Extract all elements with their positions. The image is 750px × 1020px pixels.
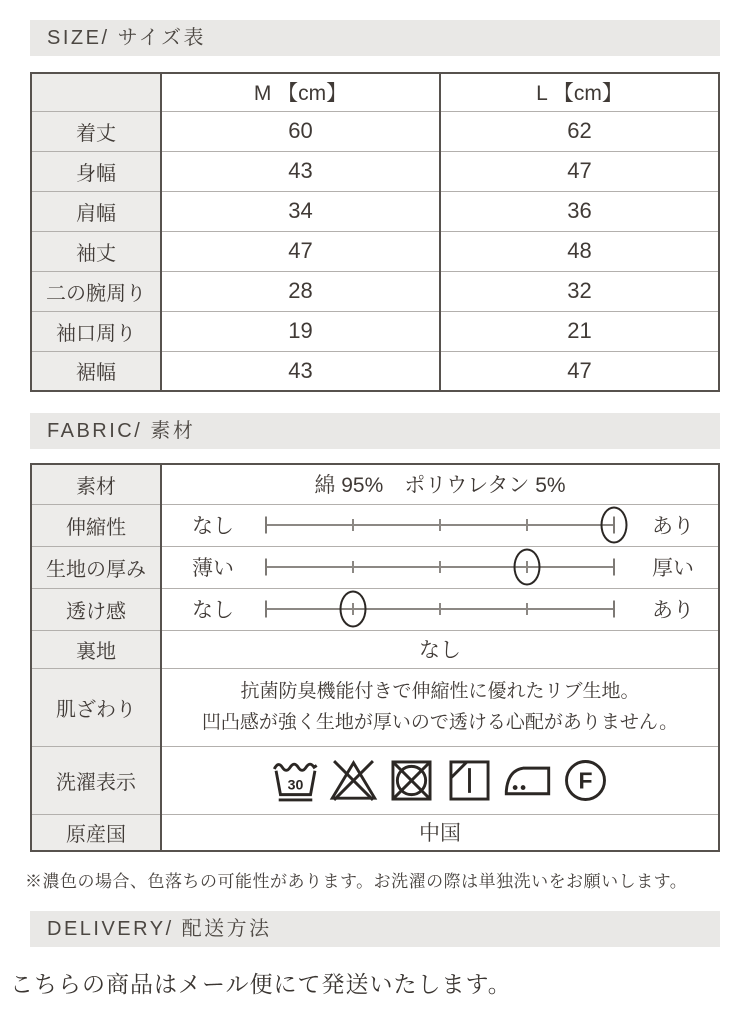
row-label: 透け感	[31, 588, 161, 630]
no-tumble-dry-icon	[385, 754, 438, 807]
size-value-m: 19	[161, 311, 440, 351]
delivery-text: こちらの商品はメール便にて発送いたします。	[10, 971, 512, 997]
row-label: 裏地	[31, 630, 161, 668]
size-value-l: 62	[440, 111, 719, 151]
table-row	[31, 111, 719, 151]
size-value-m: 34	[161, 191, 440, 231]
size-value-l: 48	[440, 231, 719, 271]
scale-tick	[265, 517, 267, 534]
fabric-row-sheerness	[31, 588, 719, 630]
scale-tick	[526, 519, 528, 531]
scale-tick	[265, 559, 267, 576]
row-label: 素材	[31, 464, 161, 504]
size-value-m: 28	[161, 271, 440, 311]
scale-left-label: なし	[192, 515, 234, 538]
row-label: 袖口周り	[31, 311, 161, 351]
scale-tick	[265, 601, 267, 618]
wash-30-gentle-icon	[269, 754, 322, 807]
scale-marker-circle	[514, 549, 541, 586]
scale-track	[266, 589, 614, 630]
size-table-corner-cell	[31, 73, 161, 111]
iron-medium-icon	[501, 754, 554, 807]
svg-text:30: 30	[287, 775, 303, 792]
scale-track	[266, 505, 614, 546]
material-value: 綿 95% ポリウレタン 5%	[161, 464, 719, 504]
fabric-table	[30, 463, 720, 852]
fabric-row-care	[31, 746, 719, 814]
size-value-l: 47	[440, 351, 719, 391]
fabric-row-material	[31, 464, 719, 504]
care-symbols-cell	[161, 746, 719, 814]
scale-right-label: あり	[652, 515, 694, 538]
stretch-scale	[162, 505, 718, 546]
table-row	[31, 231, 719, 271]
texture-description	[161, 668, 719, 746]
scale-tick	[439, 519, 441, 531]
row-label: 原産国	[31, 814, 161, 851]
fabric-section-heading: FABRIC/ 素材	[30, 413, 720, 449]
size-section-heading: SIZE/ サイズ表	[30, 20, 720, 56]
fabric-row-origin	[31, 814, 719, 851]
fabric-row-stretch	[31, 504, 719, 546]
table-row	[31, 271, 719, 311]
scale-right-label: 厚い	[652, 557, 694, 580]
row-label: 肩幅	[31, 191, 161, 231]
row-label: 裾幅	[31, 351, 161, 391]
table-row	[31, 351, 719, 391]
scale-right-label: あり	[652, 599, 694, 622]
texture-line-1: 抗菌防臭機能付きで伸縮性に優れたリブ生地。	[240, 681, 640, 702]
size-value-l: 32	[440, 271, 719, 311]
line-dry-shade-icon	[443, 754, 496, 807]
size-table-header-row	[31, 73, 719, 111]
scale-tick	[352, 519, 354, 531]
scale-track	[266, 547, 614, 588]
thickness-scale-cell	[161, 546, 719, 588]
scale-left-label: なし	[192, 599, 234, 622]
fabric-row-lining	[31, 630, 719, 668]
wash-note: ※濃色の場合、色落ちの可能性があります。お洗濯の際は単独洗いをお願いします。	[25, 872, 688, 891]
table-row	[31, 191, 719, 231]
svg-text:F: F	[577, 766, 593, 793]
table-row	[31, 311, 719, 351]
size-table-header-m: M 【cm】	[161, 73, 440, 111]
dryclean-petroleum-icon	[559, 754, 612, 807]
table-row	[31, 151, 719, 191]
row-label: 袖丈	[31, 231, 161, 271]
row-label: 洗濯表示	[31, 746, 161, 814]
sheerness-scale-cell	[161, 588, 719, 630]
scale-left-label: 薄い	[192, 557, 234, 580]
size-value-m: 47	[161, 231, 440, 271]
sheerness-scale	[162, 589, 718, 630]
row-label: 伸縮性	[31, 504, 161, 546]
no-bleach-icon	[327, 754, 380, 807]
scale-marker-circle	[601, 507, 628, 544]
size-value-l: 21	[440, 311, 719, 351]
scale-tick	[439, 561, 441, 573]
size-value-l: 36	[440, 191, 719, 231]
care-symbols	[162, 747, 718, 814]
scale-tick	[613, 601, 615, 618]
size-value-m: 43	[161, 151, 440, 191]
origin-value: 中国	[161, 814, 719, 851]
size-value-m: 43	[161, 351, 440, 391]
row-label: 着丈	[31, 111, 161, 151]
thickness-scale	[162, 547, 718, 588]
row-label: 肌ざわり	[31, 668, 161, 746]
scale-tick	[526, 603, 528, 615]
scale-marker-circle	[340, 591, 367, 628]
texture-line-2: 凹凸感が強く生地が厚いので透ける心配がありません。	[201, 712, 679, 733]
delivery-section-heading: DELIVERY/ 配送方法	[30, 911, 720, 947]
row-label: 身幅	[31, 151, 161, 191]
scale-tick	[352, 561, 354, 573]
row-label: 生地の厚み	[31, 546, 161, 588]
scale-tick	[613, 559, 615, 576]
scale-tick	[439, 603, 441, 615]
size-table-header-l: L 【cm】	[440, 73, 719, 111]
fabric-row-texture	[31, 668, 719, 746]
stretch-scale-cell	[161, 504, 719, 546]
size-value-m: 60	[161, 111, 440, 151]
size-value-l: 47	[440, 151, 719, 191]
fabric-row-thickness	[31, 546, 719, 588]
row-label: 二の腕周り	[31, 271, 161, 311]
product-spec-page	[0, 20, 750, 1020]
lining-value: なし	[161, 630, 719, 668]
size-table	[30, 72, 720, 392]
